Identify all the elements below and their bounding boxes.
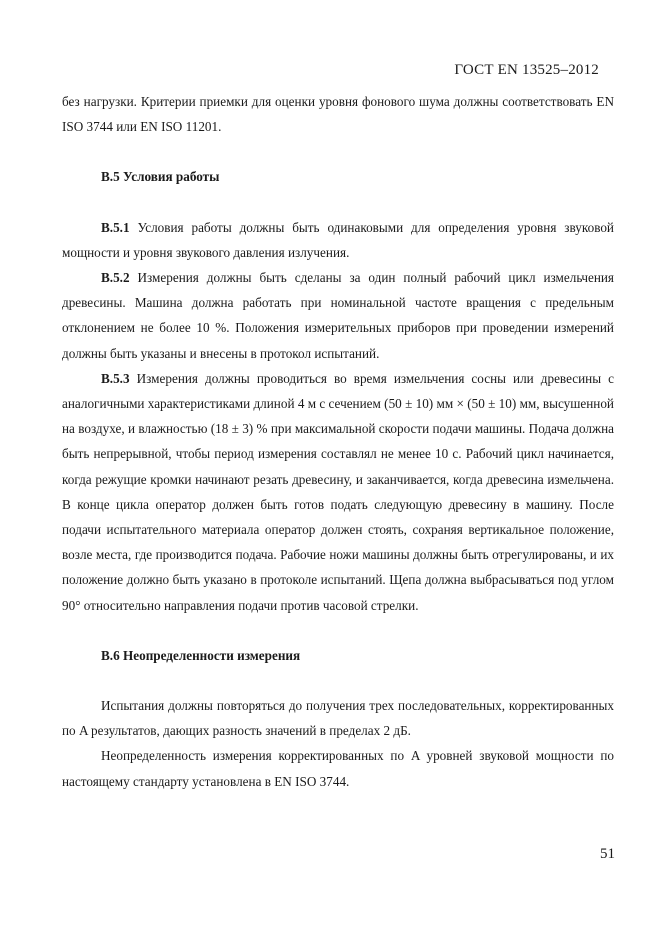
page-number: 51 (600, 846, 615, 862)
clause-b51-number: B.5.1 (101, 219, 130, 235)
section-b5-title: B.5 Условия работы (101, 169, 220, 185)
document-id-header: ГОСТ EN 13525–2012 (454, 62, 599, 78)
section-b6-title: B.6 Неопределенности измерения (101, 647, 301, 663)
clause-b53-number: B.5.3 (101, 370, 130, 386)
clause-b52-text: Измерения должны быть сделаны за один полный рабочий цикл измельчения древесины. Машина должна работать при номинальной частоте вращения с предельным отклонением не более 10 %. Положения измерительных приборов при проведении измерений должны быть указаны и внесены в протокол испытаний. (62, 270, 614, 361)
spacer (62, 139, 614, 164)
clause-b52-number: B.5.2 (101, 270, 130, 286)
body-text (62, 89, 614, 794)
spacer (62, 618, 614, 643)
clause-b51-text: Условия работы должны быть одинаковыми для определения уровня звуковой мощности и уровня звукового давления излучения. (62, 219, 614, 260)
paragraph-b6-uncertainty: Неопределенность измерения корректированных по A уровней звуковой мощности по настоящему стандарту установлена в EN ISO 3744. (62, 748, 614, 789)
clause-b52 (62, 265, 614, 366)
paragraph-continuation: без нагрузки. Критерии приемки для оценки уровня фонового шума должны соответствовать EN ISO 3744 или EN ISO 11201. (62, 94, 614, 135)
clause-b53 (62, 366, 614, 618)
clause-b51 (62, 215, 614, 265)
spacer (62, 190, 614, 215)
clause-b53-text: Измерения должны проводиться во время измельчения сосны или древесины с аналогичными характеристиками длиной 4 м с сечением (50 ± 10) мм × (50 ± 10) мм, высушенной на воздухе, и влажностью (18 ± 3) % при максимальной скорости подачи машины. Подача должна быть непрерывной, чтобы период измерения составлял не менее 10 с. Рабочий цикл начинается, когда режущие кромки начинают резать древесину, и заканчивается, когда древесина измельчена. В конце цикла оператор должен быть готов подать следующую древесину в машину. После подачи испытательного материала оператор должен стоять, сохраняя вертикальное положение, возле места, где производится подача. Рабочие ножи машины должны быть отрегулированы, и их положение должно быть указано в протоколе испытаний. Щепа должна выбрасываться под углом 90° относительно направления подачи против часовой стрелки. (62, 370, 614, 613)
spacer (62, 668, 614, 693)
paragraph-b6-tests: Испытания должны повторяться до получения трех последовательных, корректированных по A результатов, дающих разность значений в пределах 2 дБ. (62, 698, 614, 739)
